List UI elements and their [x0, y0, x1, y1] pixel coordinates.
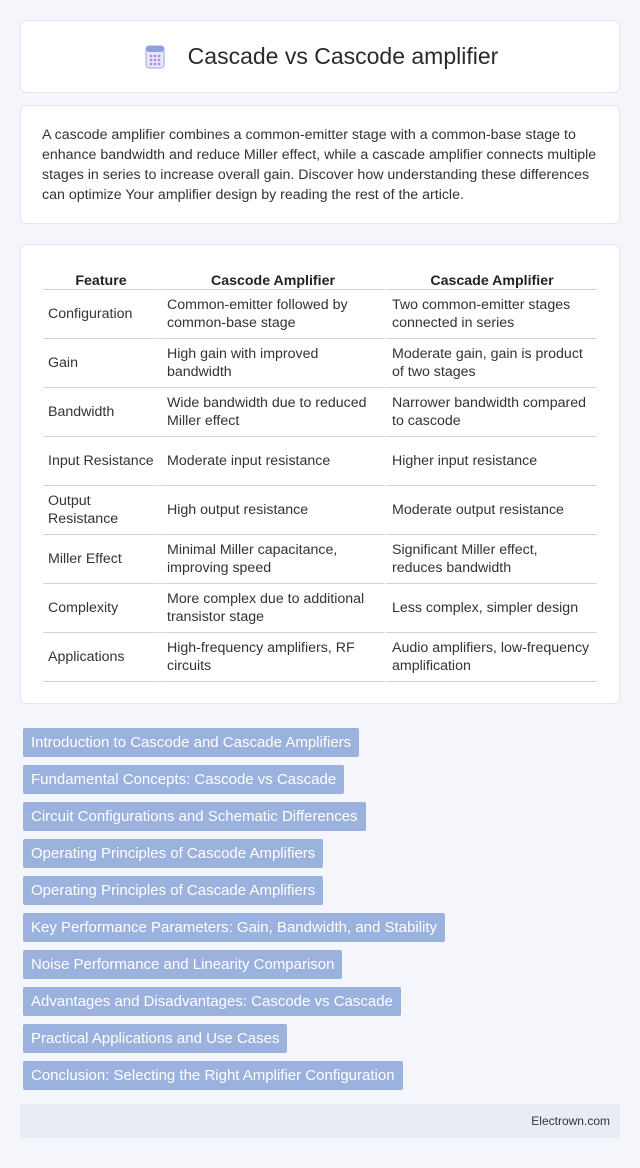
table-cell-cascade: Two common-emitter stages connected in series: [384, 290, 597, 339]
table-cell-feature: Miller Effect: [43, 535, 159, 584]
header-cascade: Cascade Amplifier: [384, 265, 597, 290]
table-cell-cascode: High-frequency amplifiers, RF circuits: [159, 633, 384, 682]
page-title: Cascade vs Cascode amplifier: [187, 43, 499, 69]
header-feature: Feature: [43, 265, 159, 290]
table-row: [43, 535, 597, 584]
title-card: [20, 20, 620, 93]
table-row: [43, 486, 597, 535]
toc-link-performance-parameters[interactable]: Key Performance Parameters: Gain, Bandwidth, and Stability: [23, 913, 445, 942]
table-cell-cascode: More complex due to additional transistor stage: [159, 584, 384, 633]
table-row: [43, 437, 597, 486]
toc-link-cascade-principles[interactable]: Operating Principles of Cascade Amplifiers: [23, 876, 323, 905]
toc-link-circuit-configurations[interactable]: Circuit Configurations and Schematic Differences: [23, 802, 366, 831]
table-row: [43, 633, 597, 682]
comparison-table: [43, 265, 597, 682]
table-cell-cascade: Narrower bandwidth compared to cascode: [384, 388, 597, 437]
table-cell-cascode: Moderate input resistance: [159, 437, 384, 486]
table-cell-cascode: High output resistance: [159, 486, 384, 535]
header-cascode: Cascode Amplifier: [159, 265, 384, 290]
table-row: [43, 290, 597, 339]
toc-link-advantages-disadvantages[interactable]: Advantages and Disadvantages: Cascode vs Cascade: [23, 987, 401, 1016]
table-of-contents: [23, 728, 603, 1098]
toc-link-applications[interactable]: Practical Applications and Use Cases: [23, 1024, 287, 1053]
toc-link-cascode-principles[interactable]: Operating Principles of Cascode Amplifiers: [23, 839, 323, 868]
calculator-icon: [142, 44, 168, 70]
table-cell-cascade: Less complex, simpler design: [384, 584, 597, 633]
footer-site-name[interactable]: Electrown.com: [531, 1114, 610, 1128]
table-cell-feature: Bandwidth: [43, 388, 159, 437]
table-cell-cascode: Minimal Miller capacitance, improving speed: [159, 535, 384, 584]
table-cell-cascade: Moderate gain, gain is product of two stages: [384, 339, 597, 388]
table-cell-feature: Output Resistance: [43, 486, 159, 535]
table-cell-feature: Applications: [43, 633, 159, 682]
toc-link-fundamental-concepts[interactable]: Fundamental Concepts: Cascode vs Cascade: [23, 765, 344, 794]
table-cell-cascade: Audio amplifiers, low-frequency amplification: [384, 633, 597, 682]
comparison-table-card: [20, 244, 620, 704]
table-cell-feature: Complexity: [43, 584, 159, 633]
footer: [20, 1104, 620, 1138]
table-cell-cascode: Common-emitter followed by common-base stage: [159, 290, 384, 339]
toc-link-conclusion[interactable]: Conclusion: Selecting the Right Amplifier Configuration: [23, 1061, 403, 1090]
table-row: [43, 388, 597, 437]
table-cell-cascode: High gain with improved bandwidth: [159, 339, 384, 388]
table-cell-cascode: Wide bandwidth due to reduced Miller effect: [159, 388, 384, 437]
intro-card: [20, 105, 620, 224]
toc-link-noise-linearity[interactable]: Noise Performance and Linearity Comparison: [23, 950, 342, 979]
table-header-row: [43, 265, 597, 290]
toc-link-introduction[interactable]: Introduction to Cascode and Cascade Amplifiers: [23, 728, 359, 757]
table-cell-cascade: Higher input resistance: [384, 437, 597, 486]
table-cell-cascade: Moderate output resistance: [384, 486, 597, 535]
table-cell-feature: Input Resistance: [43, 437, 159, 486]
table-row: [43, 584, 597, 633]
table-cell-feature: Gain: [43, 339, 159, 388]
table-cell-feature: Configuration: [43, 290, 159, 339]
table-row: [43, 339, 597, 388]
intro-paragraph: A cascode amplifier combines a common-emitter stage with a common-base stage to enhance bandwidth and reduce Miller effect, while a cascade amplifier connects multiple stages in series to increase overall gain. Discover how understanding these differences can optimize Your amplifier design by reading the rest of the article.: [42, 127, 597, 203]
table-cell-cascade: Significant Miller effect, reduces bandwidth: [384, 535, 597, 584]
